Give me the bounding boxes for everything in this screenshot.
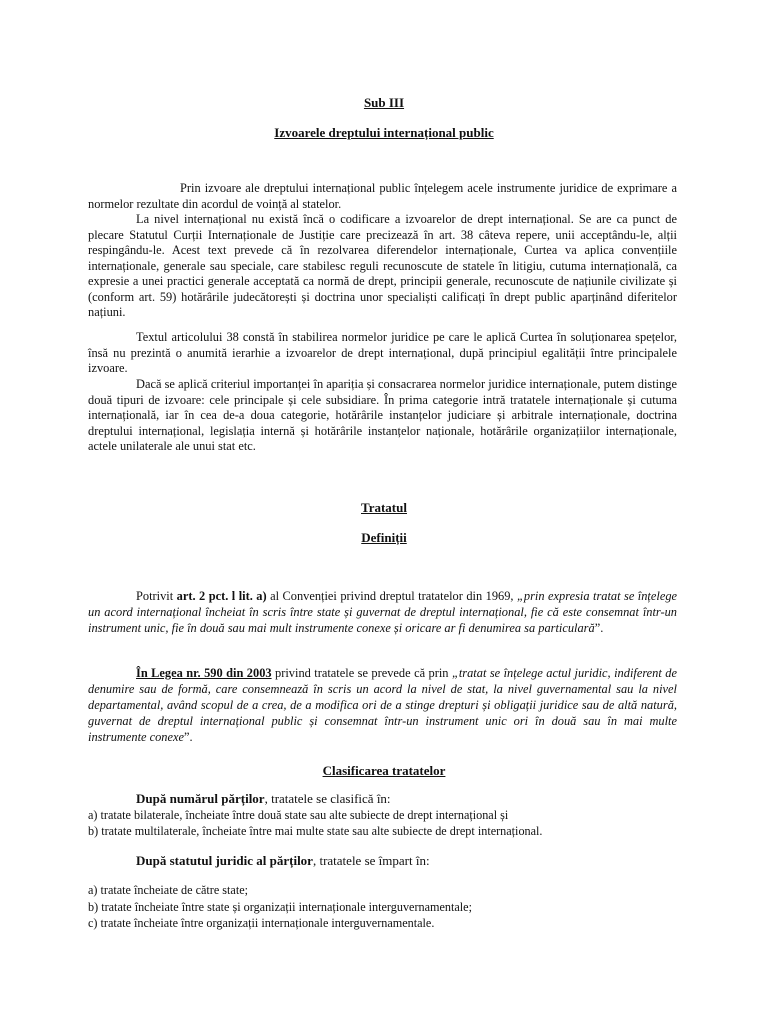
law-quote: „tratat se înțelege actul juridic, indiferent de denumire sau de formă, care consemnează în scris un acord la nivel de stat, la nivel guvernamental sau la nivel departamental, având scopul de a crea, de a modifica ori de a stinge drepturi și obligații juridice sau de altă natură, guvernat de dreptul internațional public și consemnat într-un instrument unic ori în două sau în mai multe instrumente conexe (88, 666, 677, 744)
heading-tratatul: Tratatul (361, 500, 407, 515)
heading-clasificare: Clasificarea tratatelor (322, 763, 446, 778)
section-number: Sub III (363, 95, 405, 110)
classification-by-number: După numărul părților, tratatele se clasifică în: (136, 791, 391, 806)
intro-paragraph-3: Textul articolului 38 constă în stabilirea normelor juridice pe care le aplică Curtea în soluționarea spețelor, însă nu prezintă o anumită ierarhie a izvoarelor de drept internațional, după principiul egalității între principalele izvoare. (88, 330, 677, 375)
convention-quote: „prin expresia tratat se înțelege un acord internațional încheiat în scris între state și guvernat de dreptul internațional, fie că este consemnat într-un instrument unic, fie în două sau mai mult instrumente conexe și oricare ar fi denumirea sa particulară (88, 589, 678, 635)
definition-convention: Potrivit art. 2 pct. l lit. a) al Convenției privind dreptul tratatelor din 1969, „prin expresia tratat se înțelege un acord internațional încheiat în scris între state și guvernat de dreptul internațional, fie că este consemnat într-un instrument unic, fie în două sau mai mult instrumente conexe și oricare ar fi denumirea sa particulară”. (88, 589, 678, 635)
list-item: b) tratate multilaterale, încheiate între mai multe state sau alte subiecte de drept internațional. (88, 824, 543, 838)
definition-law: În Legea nr. 590 din 2003 privind tratatele se prevede că prin „tratat se înțelege actul juridic, indiferent de denumire sau de formă, care consemnează în scris un acord la nivel de stat, la nivel guvernamental sau la nivel departamental, având scopul de a crea, de a modifica ori de a stinge drepturi și obligații juridice sau de altă natură, guvernat de dreptul internațional public și consemnat într-un instrument unic ori în două sau în mai multe instrumente conexe”. (88, 666, 677, 744)
law-ref: În Legea nr. 590 din 2003 (136, 666, 272, 680)
list-item: c) tratate încheiate între organizații internaționale interguvernamentale. (88, 916, 435, 930)
heading-definitii: Definiții (361, 530, 407, 545)
intro-paragraph-2: La nivel internațional nu există încă o codificare a izvoarelor de drept internațional. Se are ca punct de plecare Statutul Curții Internaționale de Justiție care precizează în art. 38 câteva repere, unii acceptându-le, alții respingându-le. Acest text prevede că în rezolvarea diferendelor internaționale, Curtea va aplica convențiile internaționale, generale sau speciale, care stabilesc reguli recunoscute de statele în litigiu, cutuma internațională, ca expresie a unei practici generale acceptată ca normă de drept, principii generale, recunoscute de națiunile civilizate și (conform art. 59) hotărârile judecătorești și doctrina unor specialiști calificați în drept public aparținând diferitelor națiuni. (88, 212, 677, 319)
list-item: a) tratate bilaterale, încheiate între două state sau alte subiecte de drept internațional și (88, 808, 509, 822)
classification-by-status: După statutul juridic al părților, tratatele se împart în: (136, 853, 430, 868)
intro-paragraph-1: Prin izvoare ale dreptului internațional public înțelegem acele instrumente juridice de exprimare a normelor rezultate din acordul de voință al statelor. (88, 181, 677, 211)
convention-article-ref: art. 2 pct. l lit. a) (176, 589, 267, 603)
list-item: b) tratate încheiate între state și organizații internaționale interguvernamentale; (88, 900, 472, 914)
intro-paragraph-4: Dacă se aplică criteriul importanței în apariția și consacrarea normelor juridice internaționale, putem distinge două tipuri de izvoare: cele principale și cele subsidiare. În prima categorie intră tratatele internaționale și cutuma internațională, iar în cea de-a doua categorie, hotărârile instanțelor judiciare și arbitrale internaționale, doctrina dreptului internațional, legislația internă și hotărârile instanțelor naționale, hotărârile organizațiilor internaționale, actele unilaterale ale unui stat etc. (88, 377, 677, 453)
list-item: a) tratate încheiate de către state; (88, 883, 249, 897)
section-title: Izvoarele dreptului internațional public (274, 125, 494, 140)
